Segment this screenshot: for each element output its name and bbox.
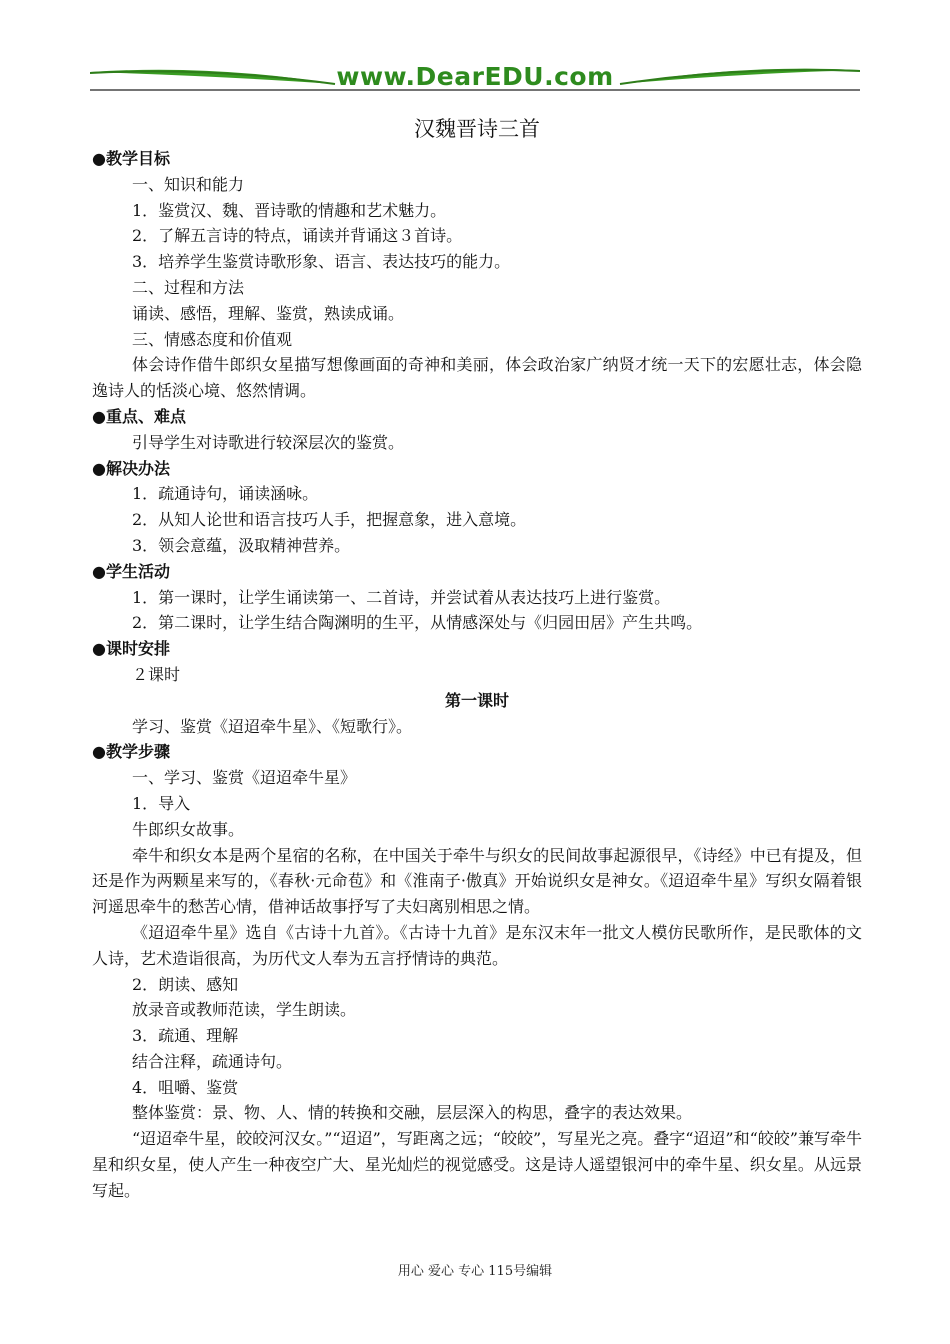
paragraph: 结合注释，疏通诗句。	[132, 1051, 293, 1071]
site-banner	[90, 58, 860, 96]
step-title: 3．疏通、理解	[132, 1026, 239, 1046]
list-item: 1．疏通诗句，诵读涵咏。	[132, 484, 319, 504]
subheading: 三、情感态度和价值观	[132, 329, 293, 349]
list-item: 2．第二课时，让学生结合陶渊明的生平，从情感深处与《归园田居》产生共鸣。	[132, 613, 703, 633]
step-title: 4．咀嚼、鉴赏	[132, 1077, 239, 1097]
site-logo-text: www.DearEDU.com	[336, 62, 614, 91]
list-item: 2．从知人论世和语言技巧人手，把握意象，进入意境。	[132, 510, 527, 530]
section-heading-schedule: ●课时安排	[92, 639, 170, 659]
section-heading-goals: ●教学目标	[92, 149, 170, 168]
paragraph: 诵读、感悟，理解、鉴赏，熟读成诵。	[132, 303, 405, 323]
step-title: 1．导入	[132, 793, 191, 813]
lesson-title: 第一课时	[444, 690, 509, 710]
paragraph: 《迢迢牵牛星》选自《古诗十九首》。《古诗十九首》是东汉末年一批文人模仿民歌所作，是民歌体的文人诗，艺术造诣很高，为历代文人奉为五言抒情诗的典范。	[92, 922, 862, 968]
list-item: 2．了解五言诗的特点，诵读并背诵这３首诗。	[132, 226, 463, 246]
paragraph: 放录音或教师范读，学生朗读。	[132, 1000, 357, 1020]
subheading: 一、知识和能力	[132, 174, 245, 194]
step-title: 2．朗读、感知	[132, 974, 239, 994]
section-heading-activities: ●学生活动	[92, 561, 170, 581]
list-item: 1．第一课时，让学生诵读第一、二首诗，并尝试着从表达技巧上进行鉴赏。	[132, 587, 671, 607]
document-title: 汉魏晋诗三首	[414, 117, 540, 141]
list-item: 3．培养学生鉴赏诗歌形象、语言、表达技巧的能力。	[132, 252, 511, 272]
paragraph: 学习、鉴赏《迢迢牵牛星》、《短歌行》。	[132, 716, 413, 736]
section-heading-focus: ●重点、难点	[92, 406, 186, 426]
paragraph: 牛郎织女故事。	[132, 819, 245, 839]
paragraph: 体会诗作借牛郎织女星描写想像画面的奇神和美丽，体会政治家广纳贤才统一天下的宏愿壮志，体会隐逸诗人的恬淡心境、悠然情调。	[92, 355, 862, 401]
paragraph: ２课时	[132, 664, 181, 684]
list-item: 3．领会意蕴，汲取精神营养。	[132, 535, 351, 555]
paragraph: “迢迢牵牛星，皎皎河汉女。”“迢迢”，写距离之远；“皎皎”，写星光之亮。叠字“迢迢”和“皎皎”兼写牵牛星和织女星，使人产生一种夜空广大、星光灿烂的视觉感受。这是诗人遥望银河中的牵牛星、织女星。从远景写起。	[92, 1129, 862, 1200]
section-heading-steps: ●教学步骤	[92, 742, 170, 762]
list-item: 1．鉴赏汉、魏、晋诗歌的情趣和艺术魅力。	[132, 200, 447, 220]
subheading: 一、学习、鉴赏《迢迢牵牛星》	[132, 768, 357, 788]
document-body	[92, 112, 862, 1204]
section-heading-solutions: ●解决办法	[92, 458, 170, 478]
paragraph: 整体鉴赏：景、物、人、情的转换和交融，层层深入的构思，叠字的表达效果。	[132, 1103, 693, 1123]
page-footer: 用心 爱心 专心 115号编辑	[397, 1264, 553, 1279]
subheading: 二、过程和方法	[132, 277, 245, 297]
paragraph: 引导学生对诗歌进行较深层次的鉴赏。	[132, 432, 405, 452]
paragraph: 牵牛和织女本是两个星宿的名称，在中国关于牵牛与织女的民间故事起源很早，《诗经》中已有提及，但还是作为两颗星来写的，《春秋·元命苞》和《淮南子·傲真》开始说织女是神女。《迢迢牵牛星》写织女隔着银河遥思牵牛的愁苦心情，借神话故事抒写了夫妇离别相思之情。	[92, 845, 862, 917]
